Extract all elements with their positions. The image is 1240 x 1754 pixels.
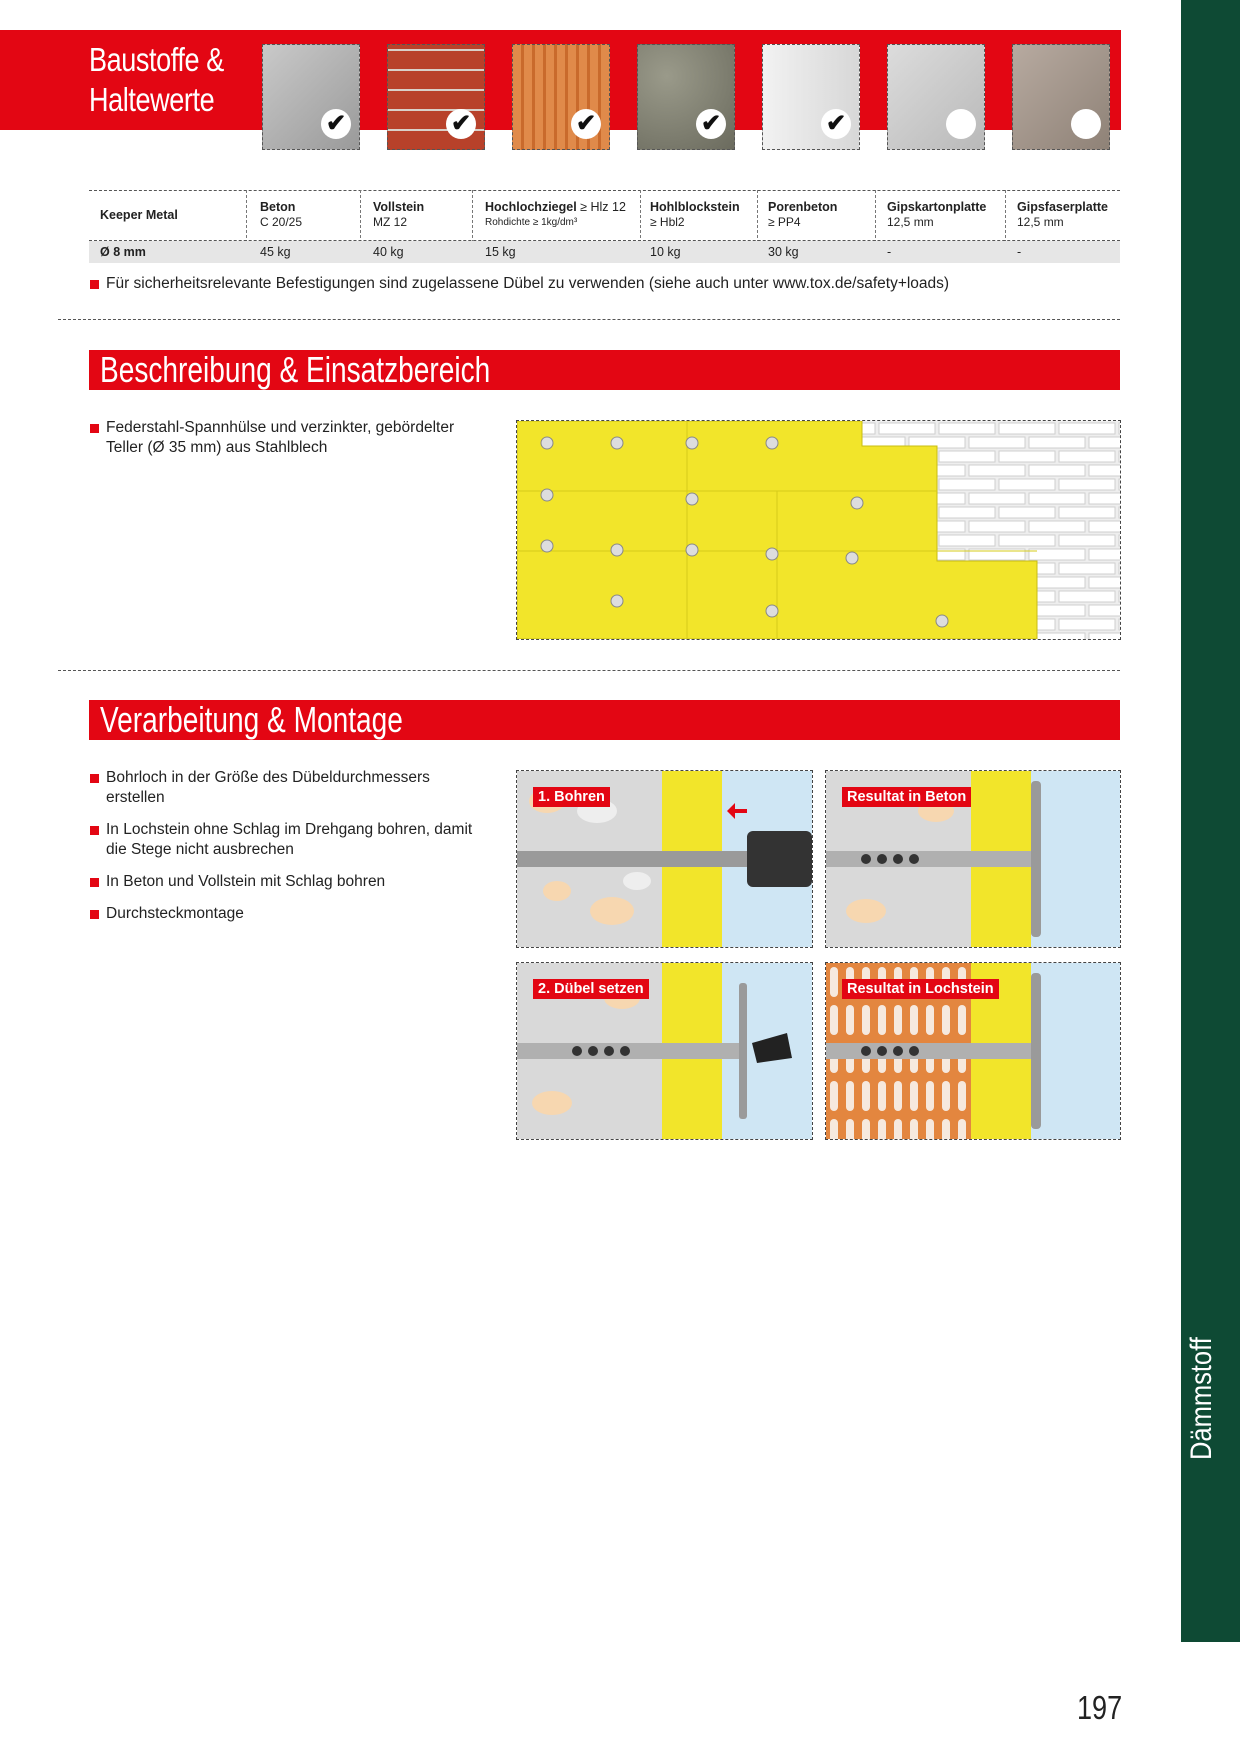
column-header-beton: Beton C 20/25 — [260, 200, 303, 229]
step-illustration-bohren — [516, 770, 813, 948]
safety-note: Für sicherheitsrelevante Befestigungen sind zugelassene Dübel zu verwenden (siehe auch unter www.tox.de/safety+loads) — [106, 275, 950, 292]
column-header-gipskartonplatte: Gipskartonplatte 12,5 mm — [887, 200, 987, 229]
side-tab-label: Dämmstoff — [1185, 1337, 1218, 1460]
value-porenbeton: 30 kg — [768, 245, 799, 259]
material-tile-hohlblockstein — [637, 44, 735, 150]
result-illustration-beton — [825, 770, 1121, 948]
material-tile-gipskartonplatte — [887, 44, 985, 150]
table-top-rule — [89, 190, 1120, 191]
insulation-wall-illustration — [516, 420, 1121, 640]
column-header-porenbeton: Porenbeton ≥ PP4 — [768, 200, 838, 229]
section-title-baustoffe — [89, 40, 224, 120]
result-illustration-lochstein — [825, 962, 1121, 1140]
value-gipskartonplatte: - — [887, 245, 892, 259]
check-icon: ✔ — [321, 109, 351, 139]
column-header-vollstein: Vollstein MZ 12 — [373, 200, 425, 229]
section-divider — [58, 319, 1120, 320]
assembly-bullet-2: In Lochstein ohne Schlag im Drehgang bohren, damit die Stege nicht ausbrechen — [106, 821, 473, 858]
bullet-marker — [90, 826, 99, 835]
bullet-marker — [90, 774, 99, 783]
table-row — [89, 241, 1120, 263]
description-bullet: Federstahl-Spannhülse und verzinkter, gebördelter Teller (Ø 35 mm) aus Stahlblech — [106, 419, 455, 456]
check-icon: ✔ — [821, 109, 851, 139]
column-header-hochlochziegel: Hochlochziegel ≥ Hlz 12 Rohdichte ≥ 1kg/dm³ — [485, 200, 626, 228]
circle-icon — [1071, 109, 1101, 139]
row-label: Ø 8 mm — [100, 245, 146, 259]
step-illustration-duebel-setzen — [516, 962, 813, 1140]
check-icon: ✔ — [696, 109, 726, 139]
value-gipsfaserplatte: - — [1017, 245, 1022, 259]
title-line-2: Haltewerte — [89, 81, 215, 118]
material-tile-vollstein — [387, 44, 485, 150]
value-vollstein: 40 kg — [373, 245, 404, 259]
assembly-bullet-4: Durchsteckmontage — [106, 905, 244, 922]
step-label-duebel-setzen: 2. Dübel setzen — [533, 979, 649, 999]
bullet-marker — [90, 878, 99, 887]
bullet-marker — [90, 910, 99, 919]
assembly-bullet-1: Bohrloch in der Größe des Dübeldurchmessers erstellen — [106, 769, 430, 806]
value-hochlochziegel: 15 kg — [485, 245, 516, 259]
step-label-bohren: 1. Bohren — [533, 787, 610, 807]
check-icon: ✔ — [571, 109, 601, 139]
check-icon: ✔ — [446, 109, 476, 139]
bullet-marker — [90, 280, 99, 289]
column-header-hohlblockstein: Hohlblockstein ≥ Hbl2 — [650, 200, 740, 229]
title-line-1: Baustoffe & — [89, 41, 224, 78]
value-hohlblockstein: 10 kg — [650, 245, 681, 259]
material-tile-hochlochziegel — [512, 44, 610, 150]
column-header-gipsfaserplatte: Gipsfaserplatte 12,5 mm — [1017, 200, 1109, 229]
bullet-marker — [90, 424, 99, 433]
product-name: Keeper Metal — [100, 208, 178, 222]
value-beton: 45 kg — [260, 245, 291, 259]
section-divider — [58, 670, 1120, 671]
material-tile-porenbeton — [762, 44, 860, 150]
assembly-bullet-3: In Beton und Vollstein mit Schlag bohren — [106, 873, 386, 890]
heading-beschreibung: Beschreibung & Einsatzbereich — [100, 349, 491, 390]
step-label-resultat-beton: Resultat in Beton — [842, 787, 971, 807]
material-tile-gipsfaserplatte — [1012, 44, 1110, 150]
heading-verarbeitung: Verarbeitung & Montage — [100, 699, 403, 740]
circle-icon — [946, 109, 976, 139]
material-tile-beton — [262, 44, 360, 150]
page-number: 197 — [1077, 1689, 1123, 1726]
step-label-resultat-lochstein: Resultat in Lochstein — [842, 979, 999, 999]
